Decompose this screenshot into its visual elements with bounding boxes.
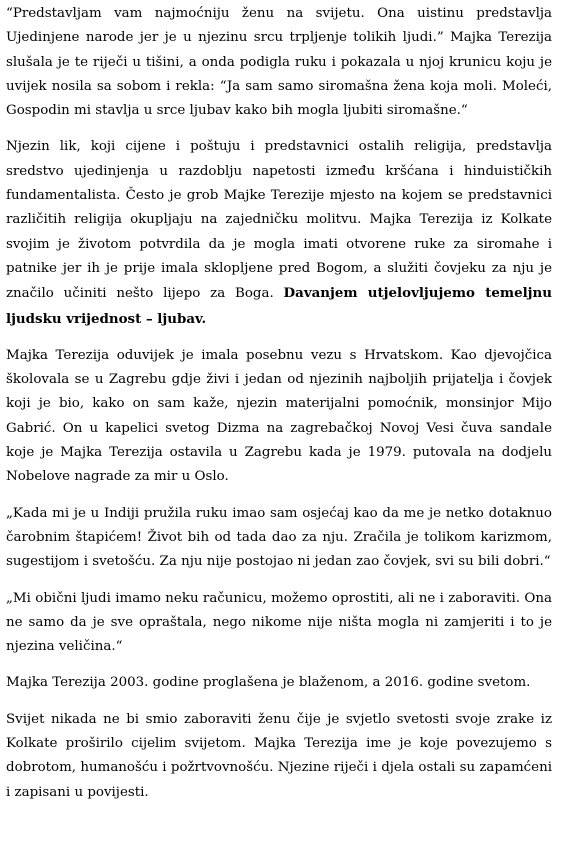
paragraph-quote-un	[6, 2, 552, 123]
paragraph-text: Svijet nikada ne bi smio zaboraviti ženu čije je svjetlo svetosti svoje zrake iz Kolkate proširilo cijelim svijetom. Majka Terezija ime je koje povezujemo s dobrotom, humanošću i požrtvovnošću. Njezine riječi i djela ostali su zapamćeni i zapisani u povijesti.	[6, 711, 552, 800]
paragraph-text: „Kada mi je u Indiji pružila ruku imao sam osjećaj kao da me je netko dotaknuo čarobnim štapićem! Život bih od tada dao za nju. Zračila je tolikom karizmom, sugestijom i svetošću. Za nju nije postojao ni jedan zao čovjek, svi su bili dobri.“	[6, 505, 552, 570]
paragraph-text: “Predstavljam vam najmoćniju ženu na svijetu. Ona uistinu predstavlja Ujedinjene narode jer je u njezinu srcu trpljenje tolikih ljudi.” Majka Terezija slušala je te riječi u tišini, a onda podigla ruku i pokazala u njoj krunicu koju je uvijek nosila sa sobom i rekla: “Ja sam samo siromašna žena koja moli. Moleći, Gospodin mi stavlja u srce ljubav kako bih mogla ljubiti siromašne.“	[6, 6, 552, 119]
paragraph-religions	[6, 135, 552, 331]
paragraph-text: Majka Terezija 2003. godine proglašena je blaženom, a 2016. godine svetom.	[6, 675, 531, 691]
paragraph-quote-forgive	[6, 587, 552, 660]
paragraph-croatia	[6, 344, 552, 490]
paragraph-quote-india	[6, 502, 552, 575]
paragraph-legacy	[6, 708, 552, 805]
paragraph-text: Njezin lik, koji cijene i poštuju i predstavnici ostalih religija, predstavlja sredstvo ujedinjenja u razdoblju napetosti između kršćana i hinduističkih fundamentalista. Često je grob Majke Terezije mjesto na kojem se predstavnici različitih religija okupljaju na zajedničku molitvu. Majka Terezija iz Kolkate svojim je životom potvrdila da je mogla imati otvorene ruke za siromahe i patnike jer ih je prije imala sklopljene pred Bogom, a služiti čovjeku za nju je značilo učiniti nešto lijepo za Boga.	[6, 139, 552, 302]
paragraph-bold-text: Davanjem utjelovljujemo temeljnu ljudsku vrijednost – ljubav.	[6, 285, 552, 327]
paragraph-canonization	[6, 671, 552, 695]
paragraph-text: Majka Terezija oduvijek je imala posebnu vezu s Hrvatskom. Kao djevojčica školovala se u Zagrebu gdje živi i jedan od njezinih najboljih prijatelja i čovjek koji je bio, kako on sam kaže, njezin materijalni pomoćnik, monsinjor Mijo Gabrić. On u kapelici svetog Dizma na zagrebačkoj Novoj Vesi čuva sandale koje je Majka Terezija ostavila u Zagrebu kada je 1979. putovala na dodjelu Nobelove nagrade za mir u Oslo.	[6, 347, 552, 485]
paragraph-text: „Mi obični ljudi imamo neku računicu, možemo oprostiti, ali ne i zaboraviti. Ona ne samo da je sve opraštala, nego nikome nije ništa mogla ni zamjeriti i to je njezina veličina.“	[6, 590, 552, 655]
document-page	[6, 0, 552, 817]
